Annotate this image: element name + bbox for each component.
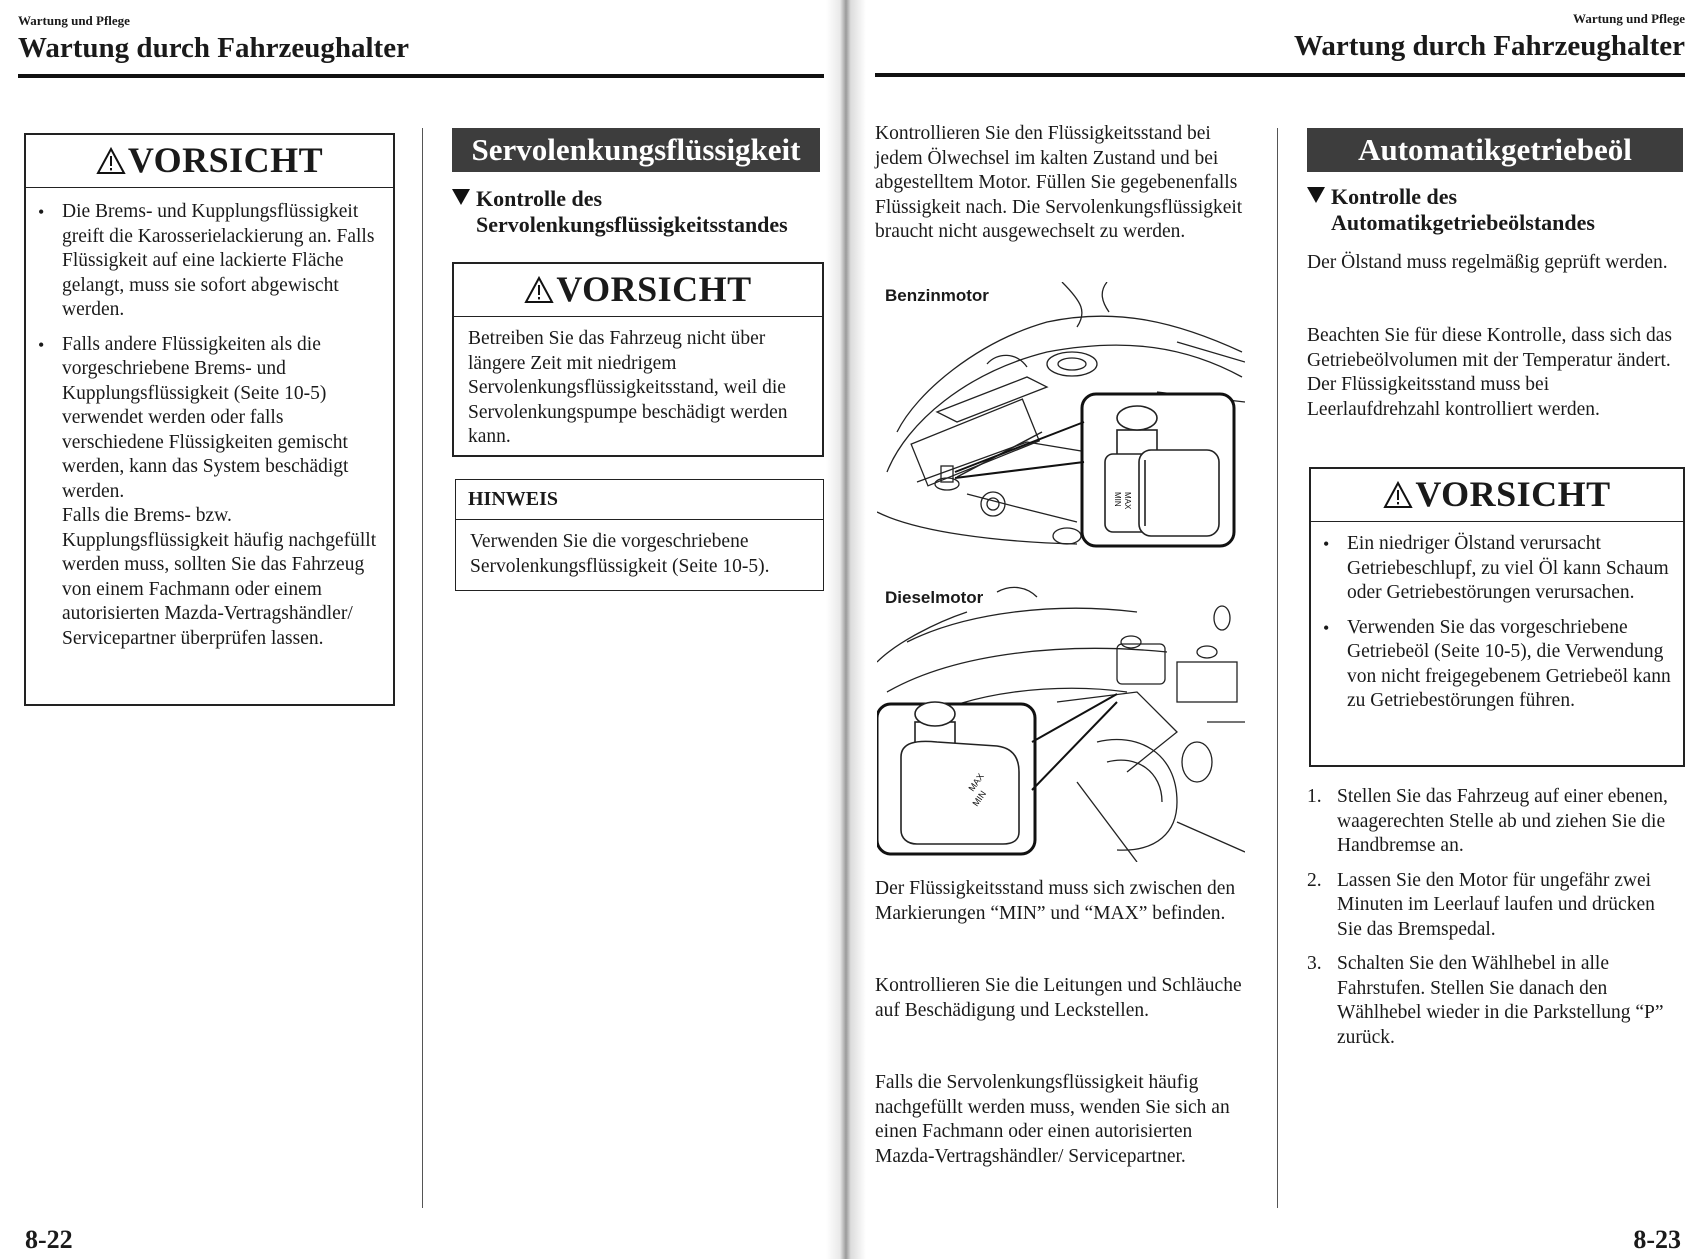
step-item xyxy=(1307,785,1683,859)
step-number: 2. xyxy=(1307,869,1322,891)
caution-header xyxy=(1311,469,1683,522)
caution-item xyxy=(1311,532,1671,606)
intro-paragraph: Kontrollieren Sie den Flüssigkeitsstand bei jedem Ölwechsel im kalten Zustand und bei abgestelltem Motor. Füllen Sie gegebenenfalls Flüssigkeit nach. Die Servolenkungsflüssigkeit braucht nicht ausgewechselt zu werden. xyxy=(875,123,1243,242)
max-marking: MAX xyxy=(1123,492,1132,510)
subhead-line: Kontrolle des xyxy=(476,186,603,211)
warning-triangle-icon xyxy=(1383,481,1413,509)
subhead-line: Automatikgetriebeölstandes xyxy=(1331,210,1595,235)
warning-triangle-icon xyxy=(524,276,554,304)
caution-list xyxy=(26,188,393,651)
procedure-steps xyxy=(1307,785,1683,1060)
column-divider xyxy=(1277,128,1278,1208)
caution-box-brake xyxy=(24,133,395,706)
petrol-engine-illustration xyxy=(877,282,1245,562)
warning-triangle-icon xyxy=(96,147,126,175)
caution-item-text: Falls die Brems- bzw. Kupplungsflüssigkeit häufig nachgefüllt werden muss, sollten Sie das Fahrzeug von einem Fachmann oder einem autorisierten Mazda-Vertragshändler/ Servicepartner überprüfen lassen. xyxy=(62,505,377,649)
left-page xyxy=(0,0,845,1259)
running-head: Wartung und Pflege xyxy=(18,13,130,28)
caution-heading: VORSICHT xyxy=(1415,474,1611,514)
page-title: Wartung durch Fahrzeughalter xyxy=(1294,30,1685,62)
title-rule xyxy=(18,74,824,78)
caution-item-text: Verwenden Sie das vorgeschriebene Getriebeöl (Seite 10-5), die Verwendung von nicht freigegebenem Getriebeöl kann zu Getriebestörungen führen. xyxy=(1347,616,1671,711)
refill-paragraph: Falls die Servolenkungsflüssigkeit häufig nachgefüllt werden muss, wenden Sie sich an einen Fachmann oder einen autorisierten Mazda-Vertragshändler/ Servicepartner. xyxy=(875,1072,1230,1167)
step-item xyxy=(1307,952,1683,1050)
caution-item xyxy=(26,333,379,652)
subsection-heading xyxy=(1307,184,1687,236)
note-box xyxy=(455,479,824,591)
step-number: 1. xyxy=(1307,786,1322,807)
minmax-paragraph: Der Flüssigkeitsstand muss sich zwischen den Markierungen “MIN” und “MAX” befinden. xyxy=(875,878,1236,924)
title-rule xyxy=(875,73,1685,77)
caution-item-text: Ein niedriger Ölstand verursacht Getriebeschlupf, zu viel Öl kann Schaum oder Getriebestörungen verursachen. xyxy=(1347,533,1669,603)
page-title: Wartung durch Fahrzeughalter xyxy=(18,32,409,64)
step-item xyxy=(1307,869,1683,943)
note-text: Verwenden Sie die vorgeschriebene Servolenkungsflüssigkeit (Seite 10-5). xyxy=(470,531,770,577)
subsection-heading xyxy=(452,186,827,238)
caution-header xyxy=(454,264,822,317)
caution-heading: VORSICHT xyxy=(556,269,752,309)
caution-box-transmission xyxy=(1309,467,1685,767)
step-text: Lassen Sie den Motor für ungefähr zwei Minuten im Leerlauf laufen und drücken Sie das Bremspedal. xyxy=(1337,869,1655,940)
caution-text: Betreiben Sie das Fahrzeug nicht über längere Zeit mit niedrigem Servolenkungsflüssigkeitsstand, weil die Servolenkungspumpe beschädigt werden kann. xyxy=(468,328,788,447)
max-marking: MAX xyxy=(966,771,986,794)
oil-check-paragraph: Der Ölstand muss regelmäßig geprüft werden. xyxy=(1307,252,1668,273)
page-number: 8-23 xyxy=(1633,1225,1681,1254)
caution-box-servo xyxy=(452,262,824,457)
book-spine-gutter xyxy=(826,0,866,1259)
min-marking: MIN xyxy=(970,788,989,809)
hoses-paragraph: Kontrollieren Sie die Leitungen und Schläuche auf Beschädigung und Leckstellen. xyxy=(875,975,1242,1021)
column-divider xyxy=(422,128,423,1208)
page-number: 8-22 xyxy=(25,1225,73,1254)
running-head: Wartung und Pflege xyxy=(1573,11,1685,26)
figure-label-diesel: Dieselmotor xyxy=(885,588,984,607)
diesel-engine-illustration xyxy=(877,582,1245,862)
caution-item-text: Die Brems- und Kupplungsflüssigkeit greift die Karosserielackierung an. Falls Flüssigkeit auf eine lackierte Fläche gelangt, muss sie sofort abgewischt werden. xyxy=(62,201,375,320)
note-heading: HINWEIS xyxy=(456,480,823,520)
figure-label-petrol: Benzinmotor xyxy=(885,286,989,305)
down-triangle-icon xyxy=(452,189,470,205)
caution-item xyxy=(26,200,379,323)
step-text: Stellen Sie das Fahrzeug auf einer ebenen, waagerechten Stelle ab und ziehen Sie die Handbremse an. xyxy=(1337,786,1668,856)
caution-header xyxy=(26,135,393,188)
section-title-bar: Automatikgetriebeöl xyxy=(1307,128,1683,172)
min-marking: MIN xyxy=(1113,492,1122,507)
down-triangle-icon xyxy=(1307,187,1325,203)
subhead-line: Servolenkungsflüssigkeitsstandes xyxy=(476,212,788,237)
temperature-paragraph: Beachten Sie für diese Kontrolle, dass sich das Getriebeölvolumen mit der Temperatur ändert. Der Flüssigkeitsstand muss bei Leerlaufdrehzahl kontrolliert werden. xyxy=(1307,325,1672,420)
caution-item-text: Falls andere Flüssigkeiten als die vorgeschriebene Brems- und Kupplungsflüssigkeit (Seite 10-5) verwendet werden oder falls verschiedene Flüssigkeiten gemischt werden, kann das System beschädigt werden. xyxy=(62,333,349,502)
step-text: Schalten Sie den Wählhebel in alle Fahrstufen. Stellen Sie danach den Wählhebel wieder in die Parkstellung “P” zurück. xyxy=(1337,953,1664,1048)
caution-heading: VORSICHT xyxy=(127,140,324,180)
subhead-line: Kontrolle des xyxy=(1331,184,1458,209)
step-number: 3. xyxy=(1307,953,1322,974)
caution-item xyxy=(1311,616,1671,714)
caution-list xyxy=(1311,522,1683,714)
right-page xyxy=(845,0,1695,1259)
section-title-bar: Servolenkungsflüssigkeit xyxy=(452,128,820,172)
